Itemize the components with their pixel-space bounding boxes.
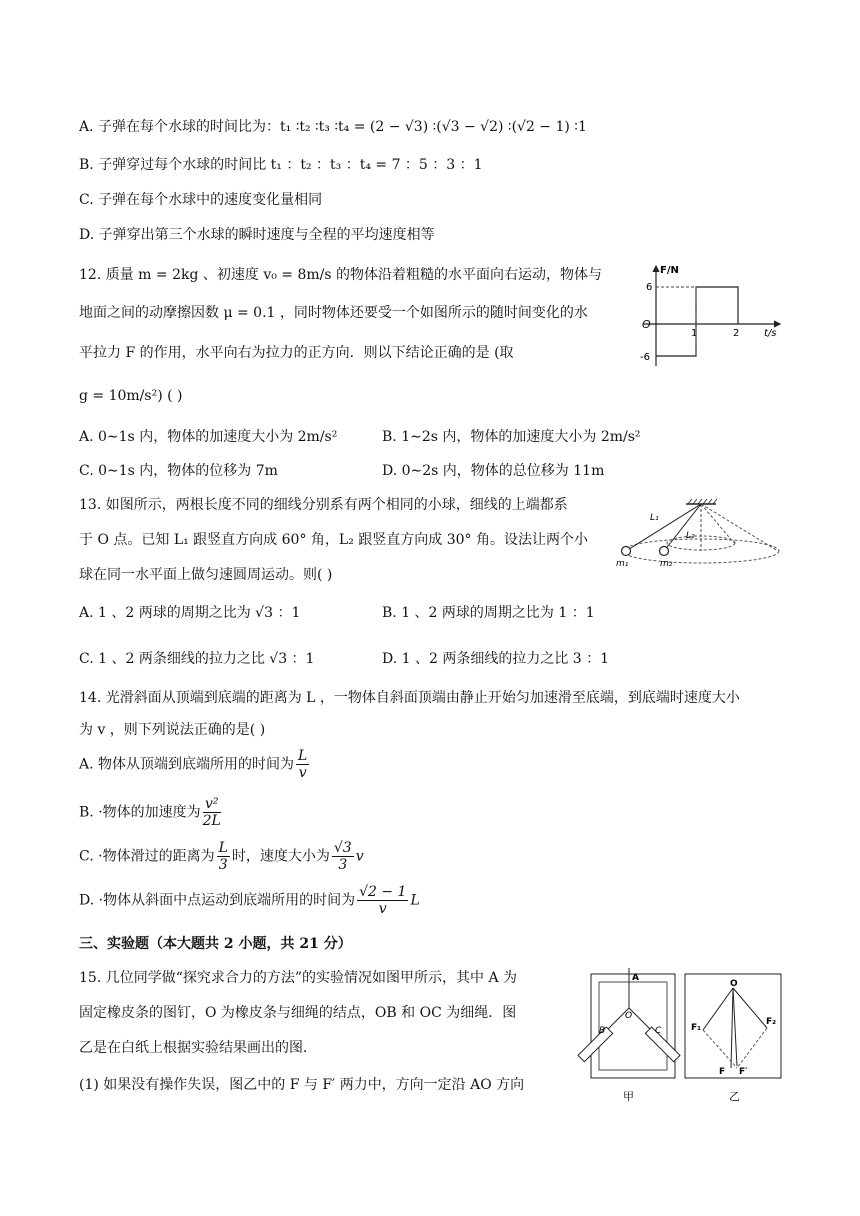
force-experiment-figure <box>573 966 783 1106</box>
q11-option-d: D. 子弹穿出第三个水球的瞬时速度与全程的平均速度相等 <box>79 227 435 243</box>
q15-stem-line3: 乙是在白纸上根据实验结果画出的图． <box>79 1040 317 1056</box>
f-prime-label: F′ <box>739 1067 748 1077</box>
q14-option-d: D. ·物体从斜面中点运动到底端所用的时间为 $\frac{√2 - 1}{v}$ L <box>79 884 420 917</box>
q14-option-c: C. ·物体滑过的距离为 $\frac{L}{3}$ 时，速度大小为 $\frac{√3}{3}$ v <box>79 840 364 873</box>
x-axis-label: t/s <box>764 328 777 339</box>
q14-stem-line1: 14. 光滑斜面从顶端到底端的距离为 L ，一物体自斜面顶端由静止开始匀加速滑至底端，到底端时速度大小 <box>79 690 740 706</box>
q12-option-d: D. 0∼2s 内，物体的总位移为 11m <box>382 463 605 479</box>
l2-label: L₂ <box>686 531 695 541</box>
q13-stem-line3: 球在同一水平面上做匀速圆周运动。则( ) <box>79 567 333 583</box>
y-tick-neg: -6 <box>640 352 650 363</box>
m2-label: m₂ <box>660 559 673 569</box>
q15-stem-line1: 15. 几位同学做“探究求合力的方法”的实验情况如图甲所示，其中 A 为 <box>79 970 518 986</box>
q14-stem-line2: 为 v ，则下列说法正确的是( ) <box>79 722 266 738</box>
conical-pendulum-figure <box>614 496 784 576</box>
q12-stem-line3: 平拉力 F 的作用，水平向右为拉力的正方向．则以下结论正确的是 (取 <box>79 345 514 361</box>
origin-label: O <box>642 318 651 331</box>
q14-option-b: B. ·物体的加速度为 $\frac{\text{v²}}{2L}$ <box>79 796 221 829</box>
q12-option-c: C. 0∼1s 内，物体的位移为 7m <box>79 463 278 479</box>
y-tick-pos: 6 <box>646 282 653 293</box>
q13-option-c: C. 1 、2 两条细线的拉力之比 √3 ：1 <box>79 651 315 667</box>
q12-stem-line4: g = 10m/s²) ( ) <box>79 388 183 404</box>
q13-stem-line1: 13. 如图所示，两根长度不同的细线分别系有两个相同的小球，细线的上端都系 <box>79 497 568 513</box>
q12-option-a: A. 0∼1s 内，物体的加速度大小为 2m/s² <box>79 429 338 445</box>
q12-stem-line1: 12. 质量 m = 2kg 、初速度 v₀ = 8m/s 的物体沿着粗糙的水平面向右运动，物体与 <box>79 267 603 283</box>
y-axis-label: F/N <box>660 265 679 276</box>
q13-option-d: D. 1 、2 两条细线的拉力之比 3 ：1 <box>382 651 610 667</box>
rope-b-label: B <box>599 1026 606 1036</box>
l1-label: L₁ <box>650 513 659 523</box>
q13-option-b: B. 1 、2 两球的周期之比为 1 ：1 <box>382 605 595 621</box>
fig-jia-label: 甲 <box>623 1090 634 1103</box>
q11-option-a: A. 子弹在每个水球的时间比为：t₁ ∶t₂ ∶t₃ ∶t₄ = (2 − √3) ∶(√3 − √2) ∶(√2 − 1) ∶1 <box>79 119 587 135</box>
f1-label: F₁ <box>691 1023 702 1033</box>
force-time-graph <box>636 262 786 372</box>
q11-option-c: C. 子弹在每个水球中的速度变化量相同 <box>79 192 323 208</box>
q15-stem-line2: 固定橡皮条的图钉，O 为橡皮条与细绳的结点，OB 和 OC 为细绳．图 <box>79 1005 517 1021</box>
q12-option-b: B. 1∼2s 内，物体的加速度大小为 2m/s² <box>382 429 641 445</box>
pin-a-label: A <box>632 973 639 983</box>
f-label: F <box>719 1067 726 1077</box>
f2-label: F₂ <box>766 1017 777 1027</box>
x-tick-2: 2 <box>733 328 740 339</box>
m1-label: m₁ <box>616 559 629 569</box>
q13-option-a: A. 1 、2 两球的周期之比为 √3 ：1 <box>79 605 301 621</box>
q14-option-a: A. 物体从顶端到底端所用的时间为 $\frac{L}{v}$ <box>79 748 308 781</box>
knot-o-label: O <box>625 1011 633 1021</box>
fig-yi-label: 乙 <box>729 1090 740 1103</box>
q11-option-b: B. 子弹穿过每个水球的时间比 t₁ ：t₂ ：t₃ ：t₄ = 7 ：5 ：3 ：1 <box>79 157 483 173</box>
q15-stem-line4: (1) 如果没有操作失误，图乙中的 F 与 F′ 两力中，方向一定沿 AO 方向 <box>79 1077 525 1093</box>
rope-c-label: C <box>655 1026 662 1036</box>
origin-o-label: O <box>730 979 738 989</box>
x-tick-1: 1 <box>691 328 698 339</box>
q13-stem-line2: 于 O 点。已知 L₁ 跟竖直方向成 60° 角，L₂ 跟竖直方向成 30° 角。设法让两个小 <box>79 532 588 548</box>
q12-stem-line2: 地面之间的动摩擦因数 μ = 0.1 ，同时物体还要受一个如图所示的随时间变化的水 <box>79 305 588 321</box>
section-heading: 三、实验题（本大题共 2 小题，共 21 分） <box>79 936 352 952</box>
